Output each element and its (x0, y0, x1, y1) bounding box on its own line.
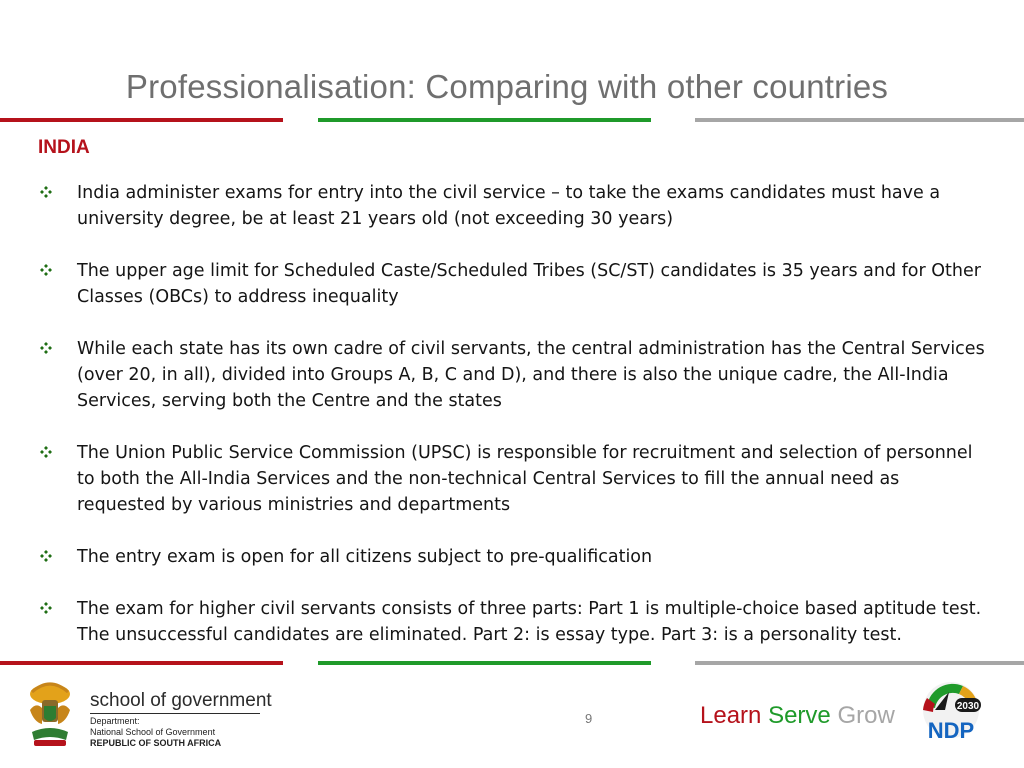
diamond-bullet-icon (40, 446, 52, 458)
bullet-text: The upper age limit for Scheduled Caste/Scheduled Tribes (SC/ST) candidates is 35 years and for Other Classes (OBCs) to address inequality (77, 261, 981, 307)
school-name: school of government (90, 690, 272, 711)
ndp-year: 2030 (956, 701, 980, 712)
motto-grow: Grow (837, 702, 895, 729)
motto (700, 702, 895, 730)
diamond-bullet-icon (40, 342, 52, 354)
bullet-item (38, 258, 988, 310)
bullet-text: While each state has its own cadre of civil servants, the central administration has the Central Services (over 20, in all), divided into Groups A, B, C and D), and there is also the unique cadre, the All-India Services, serving both the Centre and the states (77, 339, 985, 411)
school-underline (90, 713, 260, 714)
bullet-list (38, 180, 988, 674)
bullet-item (38, 440, 988, 518)
slide-title: Professionalisation: Comparing with other countries (125, 68, 889, 105)
bullet-text: India administer exams for entry into the civil service – to take the exams candidates must have a university degree, be at least 21 years old (not exceeding 30 years) (77, 183, 941, 229)
coat-of-arms-icon (22, 680, 78, 750)
section-heading: INDIA (38, 137, 90, 158)
bullet-item (38, 544, 988, 570)
bottom-divider-grey (695, 661, 1024, 665)
department-name: National School of Government (90, 727, 216, 737)
ndp-letters: NDP (927, 718, 975, 743)
motto-learn: Learn (700, 702, 762, 729)
bullet-text: The entry exam is open for all citizens subject to pre-qualification (77, 547, 653, 567)
bullet-item (38, 336, 988, 414)
page-number: 9 (585, 711, 593, 726)
diamond-bullet-icon (40, 186, 52, 198)
top-divider-red (0, 118, 283, 122)
top-divider-green (318, 118, 651, 122)
top-divider-grey (695, 118, 1024, 122)
department-label: Department: (90, 716, 140, 726)
diamond-bullet-icon (40, 602, 52, 614)
department-block (90, 716, 221, 749)
diamond-bullet-icon (40, 550, 52, 562)
diamond-bullet-icon (40, 264, 52, 276)
country-name: REPUBLIC OF SOUTH AFRICA (90, 738, 222, 748)
motto-serve: Serve (768, 702, 831, 729)
bottom-divider-red (0, 661, 283, 665)
ndp-2030-logo-icon (915, 680, 985, 744)
bullet-item (38, 180, 988, 232)
bullet-text: The Union Public Service Commission (UPSC) is responsible for recruitment and selection of personnel to both the All-India Services and the non-technical Central Services to fill the annual need as requested by various ministries and departments (77, 443, 973, 515)
bullet-text: The exam for higher civil servants consists of three parts: Part 1 is multiple-choice based aptitude test. The unsuccessful candidates are eliminated. Part 2: is essay type. Part 3: is a personality test. (77, 599, 982, 645)
bullet-item (38, 596, 988, 648)
bottom-divider-green (318, 661, 651, 665)
